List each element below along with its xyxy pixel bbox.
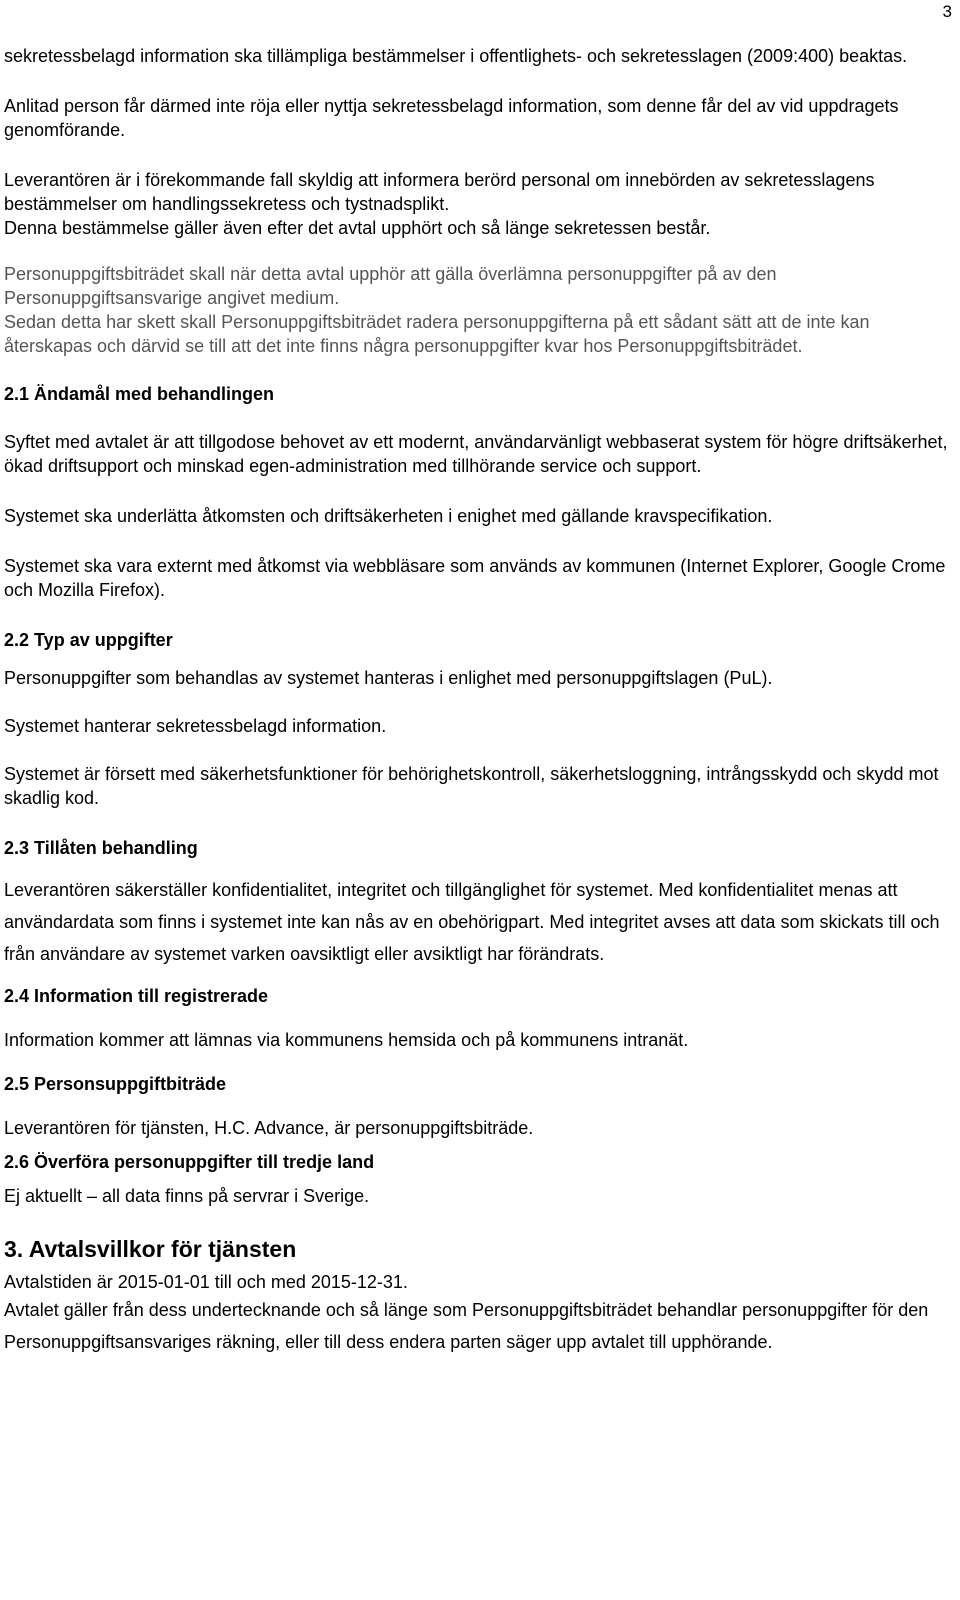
section-2-3-body bbox=[4, 874, 949, 970]
intro-paragraph-4: Denna bestämmelse gäller även efter det avtal upphört och så länge sekretessen består. bbox=[4, 218, 711, 238]
section-2-1-paragraph-2: Systemet ska underlätta åtkomsten och driftsäkerheten i enighet med gällande kravspecifikation. bbox=[4, 506, 773, 526]
section-2-5-paragraph-1: Leverantören för tjänsten, H.C. Advance, är personuppgiftsbiträde. bbox=[4, 1118, 534, 1138]
section-2-5-heading: 2.5 Personsuppgiftbiträde bbox=[4, 1074, 227, 1094]
document-body bbox=[4, 44, 949, 1358]
section-2-6-paragraph-1: Ej aktuellt – all data finns på servrar i Sverige. bbox=[4, 1186, 370, 1206]
intro-paragraph-2: Anlitad person får därmed inte röja eller nyttja sekretessbelagd information, som denne får del av vid uppdragets genomförande. bbox=[4, 96, 899, 140]
intro-paragraph-1: sekretessbelagd information ska tillämpliga bestämmelser i offentlighets- och sekretesslagen (2009:400) beaktas. bbox=[4, 46, 908, 66]
section-3-paragraph-1: Avtalstiden är 2015-01-01 till och med 2015-12-31. bbox=[4, 1272, 408, 1292]
intro-paragraph-3: Leverantören är i förekommande fall skyldig att informera berörd personal om innebörden av sekretesslagens bestämmelser om handlingssekretess och tystnadsplikt. bbox=[4, 170, 875, 214]
section-2-1-paragraph-3: Systemet ska vara externt med åtkomst via webbläsare som används av kommunen (Internet Explorer, Google Crome och Mozilla Firefox). bbox=[4, 556, 946, 600]
section-2-1-heading: 2.1 Ändamål med behandlingen bbox=[4, 384, 275, 404]
section-2-6-heading: 2.6 Överföra personuppgifter till tredje land bbox=[4, 1152, 375, 1172]
section-2-2-paragraph-3: Systemet är försett med säkerhetsfunktioner för behörighetskontroll, säkerhetsloggning, intrångsskydd och skydd mot skadlig kod. bbox=[4, 764, 939, 808]
page-number: 3 bbox=[942, 2, 952, 21]
section-2-1-paragraph-1: Syftet med avtalet är att tillgodose behovet av ett modernt, användarvänligt webbaserat system för högre driftsäkerhet, ökad driftsupport och minskad egen-administration med tillhörande service och support. bbox=[4, 432, 948, 476]
section-2-2-paragraph-1: Personuppgifter som behandlas av systemet hanteras i enlighet med personuppgiftslagen (PuL). bbox=[4, 668, 773, 688]
section-2-2-heading: 2.2 Typ av uppgifter bbox=[4, 630, 173, 650]
section-3-body bbox=[4, 1294, 949, 1358]
section-2-3-heading: 2.3 Tillåten behandling bbox=[4, 838, 198, 858]
section-2-4-heading: 2.4 Information till registrerade bbox=[4, 986, 269, 1006]
section-3-heading: 3. Avtalsvillkor för tjänsten bbox=[4, 1236, 297, 1262]
intro-paragraph-5: Personuppgiftsbiträdet skall när detta avtal upphör att gälla överlämna personuppgifter på av den Personuppgiftsansvarige angivet medium. bbox=[4, 264, 777, 308]
section-2-4-paragraph-1: Information kommer att lämnas via kommunens hemsida och på kommunens intranät. bbox=[4, 1030, 689, 1050]
section-3-paragraph-2: Avtalet gäller från dess undertecknande och så länge som Personuppgiftsbiträdet behandlar personuppgifter för den Personuppgiftsansvariges räkning, eller till dess endera parten säger upp avtalet till upphörande. bbox=[4, 1300, 929, 1352]
section-2-3-paragraph-1: Leverantören säkerställer konfidentialitet, integritet och tillgänglighet för systemet. Med konfidentialitet menas att användardata som finns i systemet inte kan nås av en obehörigpart. Med integritet avses att data som skickats till och från användare av systemet varken oavsiktligt eller avsiktligt har förändrats. bbox=[4, 880, 940, 964]
section-2-2-paragraph-2: Systemet hanterar sekretessbelagd information. bbox=[4, 716, 387, 736]
intro-paragraph-6: Sedan detta har skett skall Personuppgiftsbiträdet radera personuppgifterna på ett sådant sätt att de inte kan återskapas och därvid se till att det inte finns några personuppgifter kvar hos Personuppgiftsbiträdet. bbox=[4, 312, 870, 356]
